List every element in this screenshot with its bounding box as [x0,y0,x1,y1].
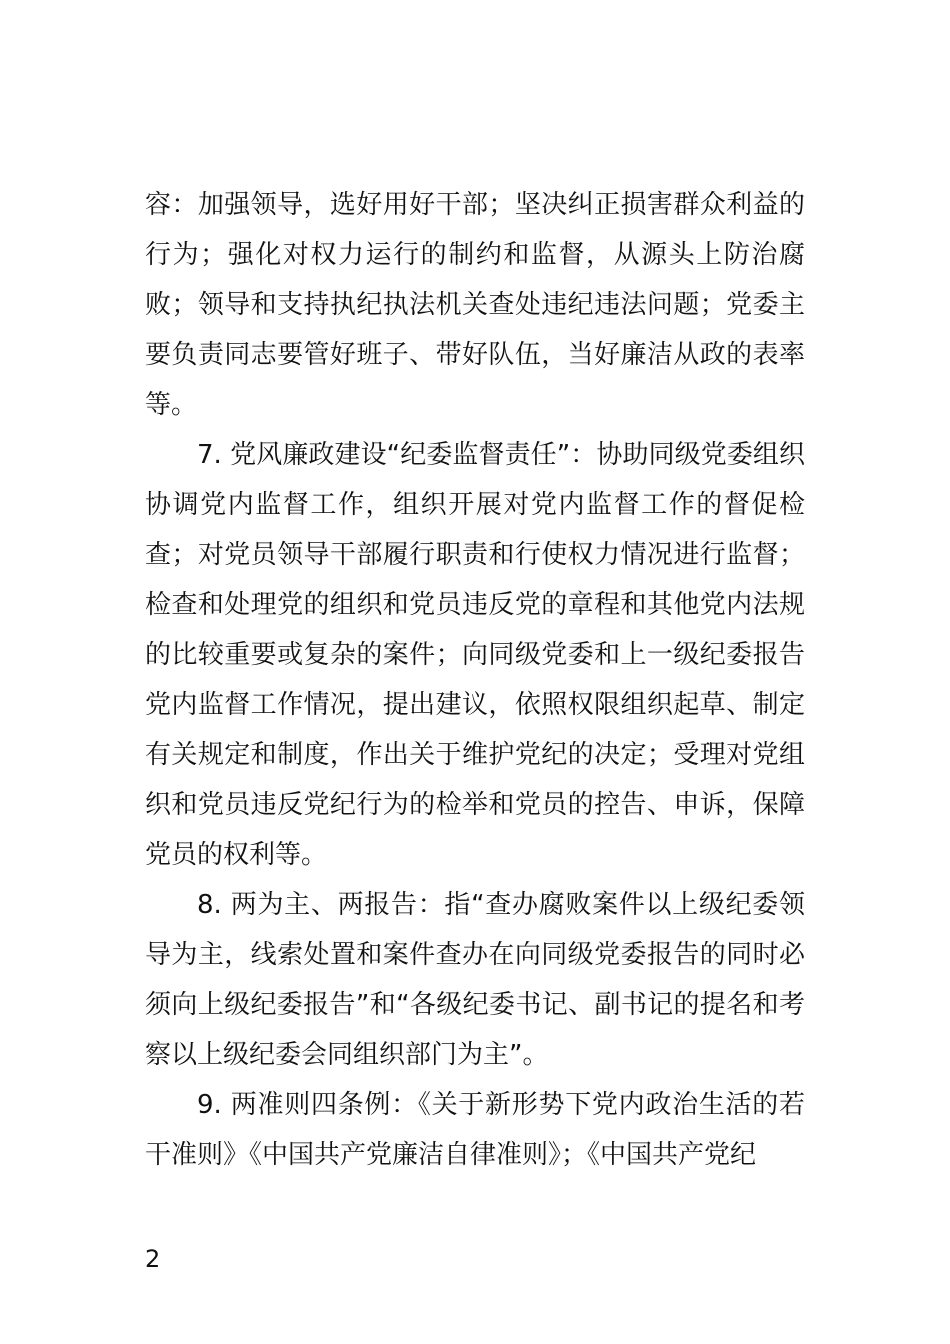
paragraph-item-9: 9. 两准则四条例：《关于新形势下党内政治生活的若干准则》《中国共产党廉洁自律准则》；《中国共产党纪 [145,1090,805,1170]
document-body [145,180,805,1180]
page-number: 2 [145,1245,161,1273]
paragraph-item-8: 8. 两为主、两报告：指“查办腐败案件以上级纪委领导为主，线索处置和案件查办在向同级党委报告的同时必须向上级纪委报告”和“各级纪委书记、副书记的提名和考察以上级纪委会同组织部门为主”。 [145,890,805,1070]
paragraph-item-7: 7. 党风廉政建设“纪委监督责任”：协助同级党委组织协调党内监督工作，组织开展对党内监督工作的督促检查；对党员领导干部履行职责和行使权力情况进行监督；检查和处理党的组织和党员违反党的章程和其他党内法规的比较重要或复杂的案件；向同级党委和上一级纪委报告党内监督工作情况，提出建议，依照权限组织起草、制定有关规定和制度，作出关于维护党纪的决定；受理对党组织和党员违反党纪行为的检举和党员的控告、申诉，保障党员的权利等。 [145,440,805,870]
paragraph-continued: 容：加强领导，选好用好干部；坚决纠正损害群众利益的行为；强化对权力运行的制约和监督，从源头上防治腐败；领导和支持执纪执法机关查处违纪违法问题；党委主要负责同志要管好班子、带好队伍，当好廉洁从政的表率等。 [145,190,805,420]
